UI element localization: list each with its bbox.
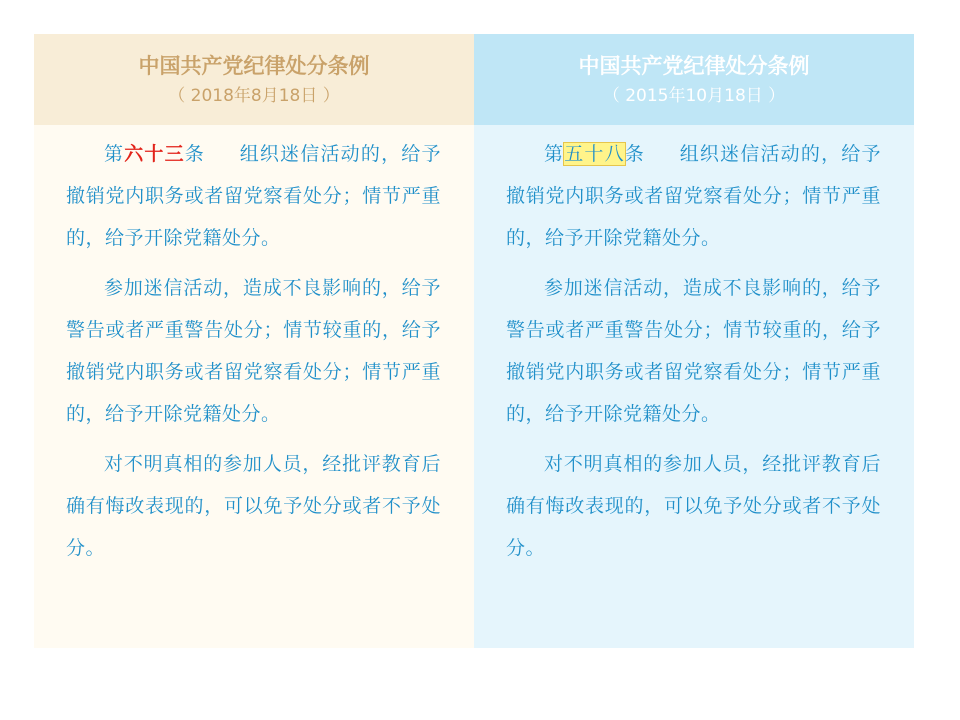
paragraph-1 [66, 133, 441, 259]
article-prefix: 第 [544, 143, 565, 165]
article-number-new: 六十三 [124, 143, 185, 165]
paragraph-1-text: 组织迷信活动的，给予撤销党内职务或者留党察看处分；情节严重的，给予开除党籍处分。 [66, 143, 441, 249]
article-text-2018 [34, 125, 474, 577]
paragraph-3: 对不明真相的参加人员，经批评教育后确有悔改表现的，可以免予处分或者不予处分。 [506, 453, 881, 559]
article-text-2015 [474, 125, 914, 577]
regulation-comparison [34, 34, 914, 648]
column-header-2018 [34, 34, 474, 125]
column-title-2015: 中国共产党纪律处分条例 [578, 53, 810, 78]
column-title-2018: 中国共产党纪律处分条例 [138, 53, 370, 78]
article-prefix: 第 [104, 143, 125, 165]
article-suffix: 条 [624, 143, 645, 165]
article-number-old-highlighted: 五十八 [564, 143, 625, 165]
paragraph-2: 参加迷信活动，造成不良影响的，给予警告或者严重警告处分；情节较重的，给予撤销党内职务或者留党察看处分；情节严重的，给予开除党籍处分。 [66, 277, 441, 425]
paragraph-3: 对不明真相的参加人员，经批评教育后确有悔改表现的，可以免予处分或者不予处分。 [66, 453, 441, 559]
column-date-2015: （ 2015年10月18日 ） [602, 85, 786, 106]
paragraph-1-text: 组织迷信活动的，给予撤销党内职务或者留党察看处分；情节严重的，给予开除党籍处分。 [506, 143, 881, 249]
column-2018-version [34, 34, 474, 648]
paragraph-2: 参加迷信活动，造成不良影响的，给予警告或者严重警告处分；情节较重的，给予撤销党内职务或者留党察看处分；情节严重的，给予开除党籍处分。 [506, 277, 881, 425]
paragraph-1 [506, 133, 881, 259]
column-header-2015 [474, 34, 914, 125]
column-2015-version [474, 34, 914, 648]
column-date-2018: （ 2018年8月18日 ） [168, 85, 340, 106]
article-suffix: 条 [184, 143, 205, 165]
